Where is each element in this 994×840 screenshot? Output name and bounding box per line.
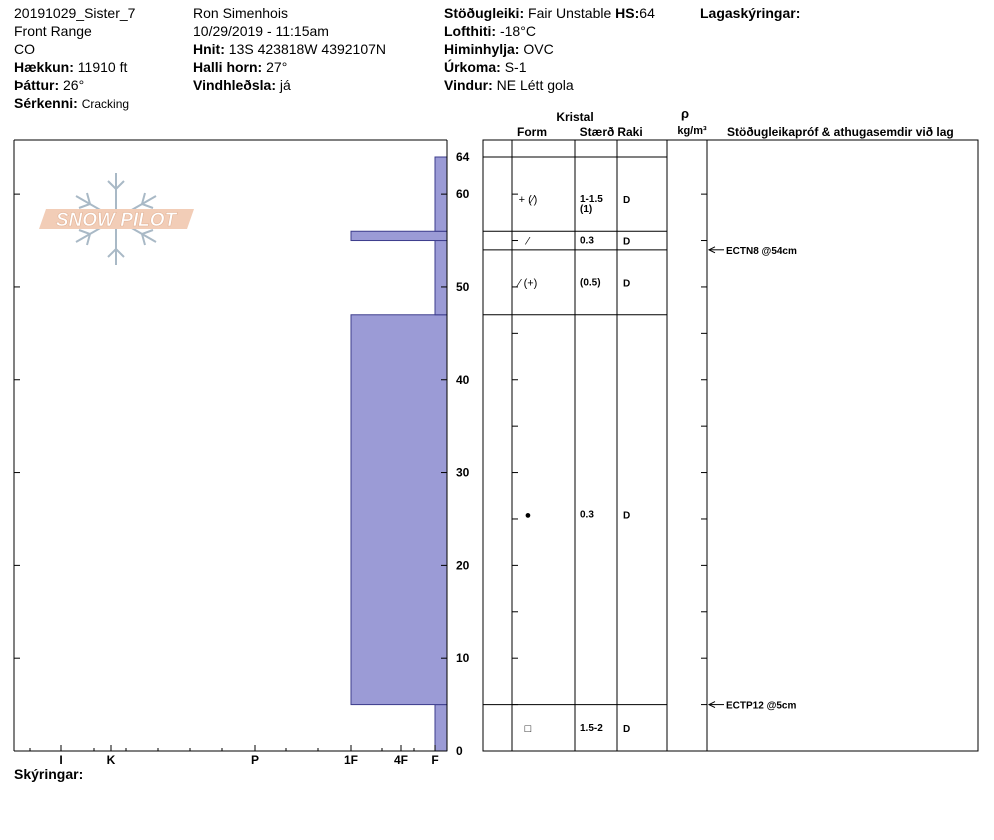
wind-value: NE Létt gola bbox=[496, 77, 574, 93]
coords-value: 13S 423818W 4392107N bbox=[228, 41, 387, 57]
layer-moisture-1: D bbox=[623, 236, 631, 248]
feature-label: Sérkenni: bbox=[14, 95, 78, 111]
state-name: CO bbox=[14, 41, 35, 57]
layer-moisture-3: D bbox=[623, 510, 631, 522]
precip-label: Úrkoma: bbox=[444, 59, 501, 75]
layer-notes-label: Lagaskýringar: bbox=[700, 5, 801, 21]
hardness-label-4F: 4F bbox=[393, 753, 409, 767]
layer-size-2: (0.5) bbox=[580, 277, 601, 289]
moisture-header: Raki bbox=[617, 125, 643, 139]
slope-label: Halli horn: bbox=[193, 59, 263, 75]
wind-loading-value: já bbox=[279, 77, 291, 93]
wind-loading-label: Vindhleðsla: bbox=[193, 77, 276, 93]
layer-size-3: 0.3 bbox=[580, 509, 594, 521]
y-tick-label-10: 10 bbox=[456, 651, 470, 666]
footer-notes-label: Skýringar: bbox=[14, 766, 84, 782]
crystal-header: Kristal bbox=[556, 110, 594, 124]
hardness-bars bbox=[351, 157, 447, 751]
layer-rows bbox=[516, 194, 631, 735]
layer-form-4: □ bbox=[524, 722, 532, 735]
hardness-label-1F: 1F bbox=[343, 753, 359, 767]
hs-label: HS: bbox=[615, 5, 640, 21]
layer-moisture-4: D bbox=[623, 723, 631, 735]
aspect-value: 26° bbox=[63, 77, 85, 93]
obs-datetime: 10/29/2019 - 11:15am bbox=[193, 23, 329, 39]
y-tick-label-64: 64 bbox=[456, 150, 470, 164]
elevation-label: Hækkun: bbox=[14, 59, 74, 75]
wind-label: Vindur: bbox=[444, 77, 493, 93]
hardness-ticks bbox=[30, 745, 439, 767]
test-marks bbox=[709, 246, 797, 712]
elevation-value: 11910 ft bbox=[77, 59, 128, 75]
form-header: Form bbox=[517, 125, 547, 139]
air-temp-label: Lofthiti: bbox=[444, 23, 497, 39]
y-tick-label-40: 40 bbox=[456, 372, 470, 387]
slope-value: 27° bbox=[266, 59, 288, 75]
hardness-bar-1 bbox=[351, 315, 447, 705]
y-tick-label-0: 0 bbox=[456, 744, 463, 758]
layer-size-4: 1.5-2 bbox=[580, 722, 603, 734]
layer-size2-0: (1) bbox=[580, 203, 593, 215]
hardness-bar-2 bbox=[435, 241, 447, 315]
layer-size-0: 1-1.5 bbox=[580, 193, 603, 205]
sky-value: OVC bbox=[523, 41, 554, 57]
hardness-label-F: F bbox=[431, 753, 439, 767]
crystal-table bbox=[483, 106, 978, 751]
layer-moisture-2: D bbox=[623, 278, 631, 290]
layer-form-2: ⁄ (+) bbox=[518, 277, 538, 290]
hardness-label-P: P bbox=[250, 753, 260, 767]
density-symbol: ρ bbox=[680, 106, 690, 121]
hardness-label-K: K bbox=[106, 753, 116, 767]
test-label-0: ECTN8 @54cm bbox=[726, 245, 797, 257]
layer-size-1: 0.3 bbox=[580, 235, 594, 247]
stability-value: Fair Unstable bbox=[528, 5, 612, 21]
site-name: 20191029_Sister_7 bbox=[14, 5, 136, 21]
snowpilot-logo bbox=[39, 173, 194, 265]
hardness-plot bbox=[14, 140, 470, 767]
observer-name: Ron Simenhois bbox=[193, 5, 288, 21]
hardness-label-I: I bbox=[59, 753, 63, 767]
test-label-1: ECTP12 @5cm bbox=[726, 700, 797, 712]
layer-form-3: ● bbox=[524, 509, 532, 522]
air-temp-value: -18°C bbox=[499, 23, 536, 39]
hs-value: 64 bbox=[639, 5, 655, 21]
density-unit: kg/m³ bbox=[677, 125, 707, 137]
stability-label: Stöðugleiki: bbox=[444, 5, 525, 21]
aspect-label: Þáttur: bbox=[14, 77, 60, 93]
tests-header: Stöðugleikapróf & athugasemdir við lag bbox=[727, 125, 954, 139]
hardness-bar-0 bbox=[435, 705, 447, 751]
logo-text: SNOW PILOT bbox=[55, 210, 177, 231]
hardness-bar-3 bbox=[351, 231, 447, 240]
size-header: Stærð bbox=[579, 125, 615, 139]
y-tick-label-30: 30 bbox=[456, 465, 470, 480]
layer-form-1: ⁄ bbox=[527, 235, 529, 248]
y-tick-label-20: 20 bbox=[456, 558, 470, 573]
coords-label: Hnit: bbox=[193, 41, 225, 57]
layer-form-0: + (⁄) bbox=[518, 193, 538, 206]
sky-label: Himinhylja: bbox=[444, 41, 520, 57]
y-tick-label-50: 50 bbox=[456, 279, 470, 294]
layer-moisture-0: D bbox=[623, 194, 631, 206]
table-ticks bbox=[512, 194, 707, 704]
range-name: Front Range bbox=[14, 23, 92, 39]
precip-value: S-1 bbox=[504, 59, 527, 75]
y-tick-labels bbox=[456, 150, 470, 758]
y-tick-label-60: 60 bbox=[456, 187, 470, 202]
feature-value: Cracking bbox=[81, 97, 130, 111]
